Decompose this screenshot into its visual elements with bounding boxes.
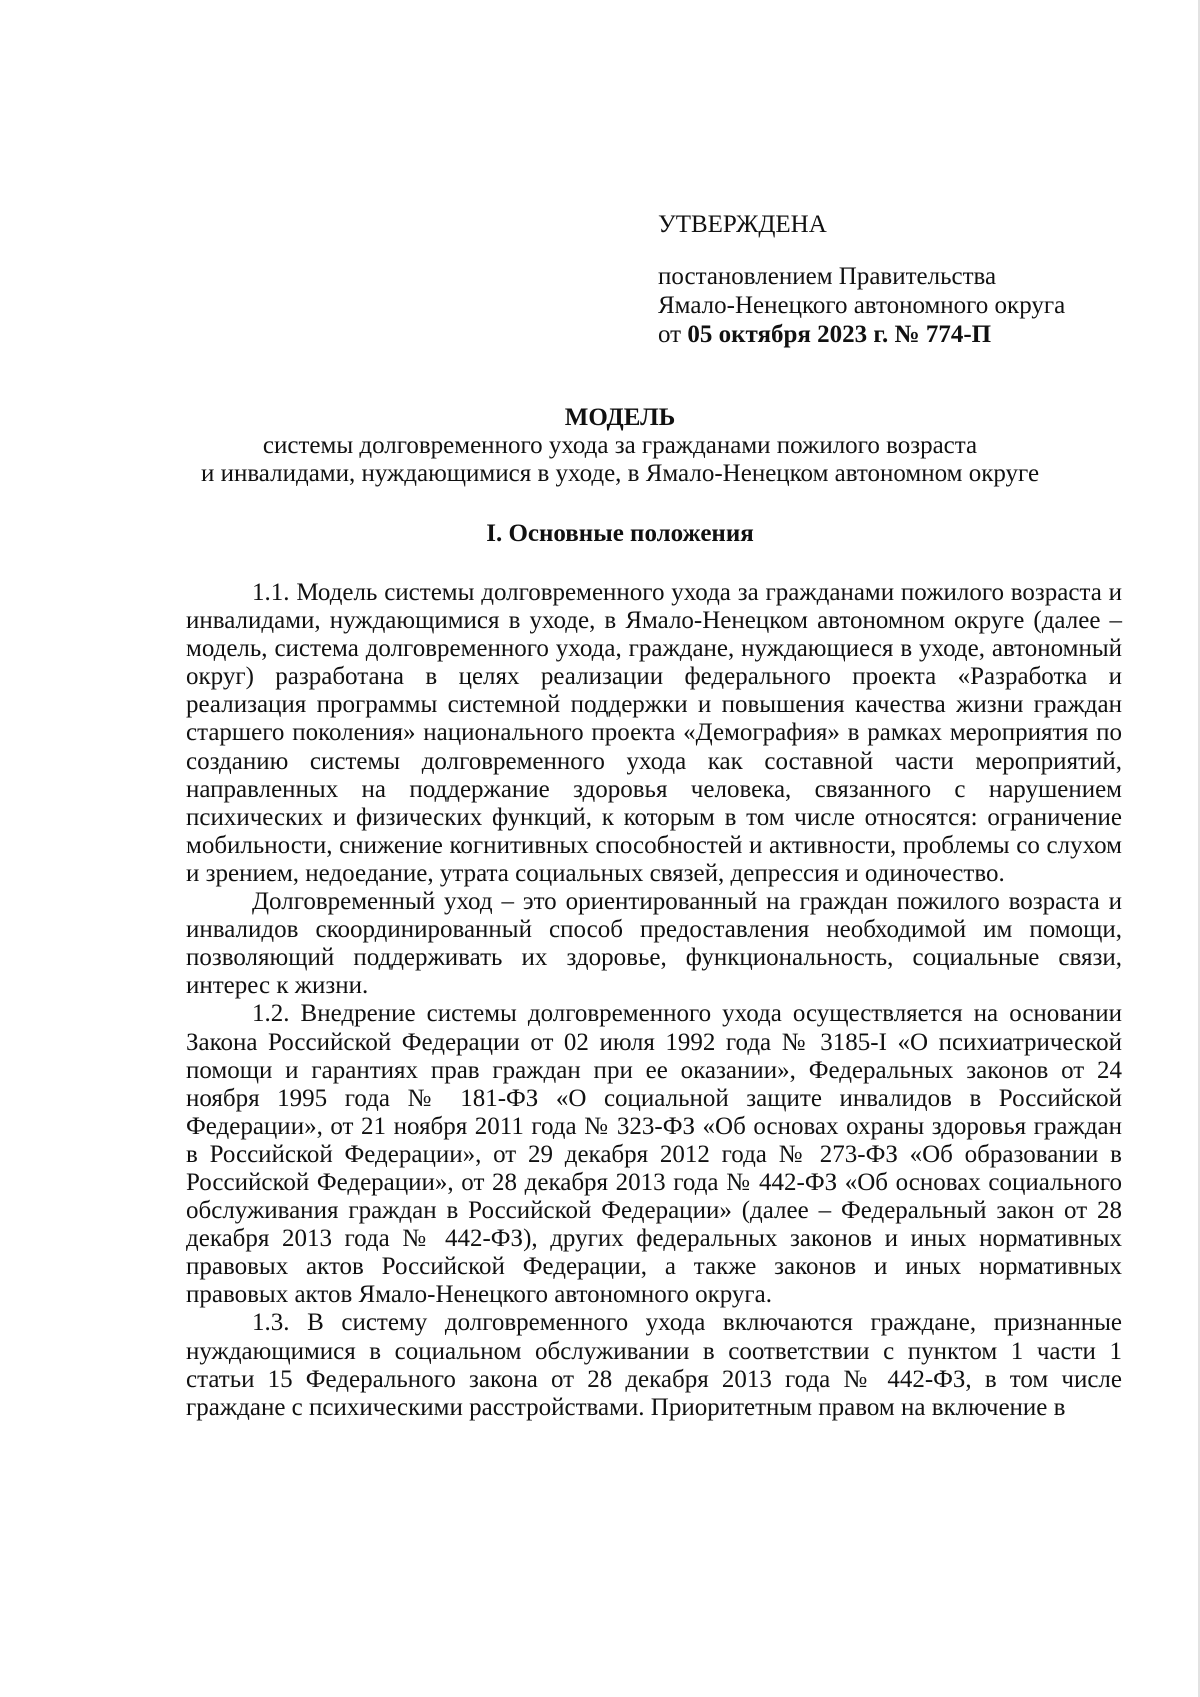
- approval-line-1: постановлением Правительства: [658, 263, 997, 290]
- approval-stamp: УТВЕРЖДЕНА: [658, 211, 827, 238]
- document-subtitle-line-1: системы долговременного ухода за гражданами пожилого возраста: [262, 432, 978, 459]
- paragraph-1-3: 1.3. В систему долговременного ухода включаются граждане, признанные нуждающимися в социальном обслуживании в соответствии с пунктом 1 части 1 статьи 15 Федерального закона от 28 декабря 2013 года № 442-ФЗ, в том числе граждане с психическими расстройствами. Приоритетным правом на включение в: [186, 1309, 1122, 1421]
- paragraph-1-1: 1.1. Модель системы долговременного ухода за гражданами пожилого возраста и инвалидами, нуждающимися в уходе, в Ямало-Ненецком автономном округе (далее – модель, система долговременного ухода, граждане, нуждающиеся в уходе, автономный округ) разработана в целях реализации федерального проекта «Разработка и реализация программы системной поддержки и повышения качества жизни граждан старшего поколения» национального проекта «Демография» в рамках мероприятия по созданию системы долговременного ухода как составной части мероприятий, направленных на поддержание здоровья человека, связанного с нарушением психических и физических функций, к которым в том числе относятся: ограничение мобильности, снижение когнитивных способностей и активности, проблемы со слухом и зрением, недоедание, утрата социальных связей, депрессия и одиночество.: [186, 579, 1122, 887]
- paragraph-definition: Долговременный уход – это ориентированный на граждан пожилого возраста и инвалидов скоординированный способ предоставления необходимой им помощи, позволяющий поддерживать их здоровье, функциональность, социальные связи, интерес к жизни.: [186, 888, 1122, 1000]
- approval-date-line: [658, 320, 1128, 349]
- document-body: [186, 579, 1122, 1422]
- document-subtitle-line-2: и инвалидами, нуждающимися в уходе, в Ямало-Ненецком автономном округе: [200, 460, 1040, 487]
- approval-date: 05 октября 2023 г. № 774-П: [687, 321, 992, 348]
- document-title-block: [140, 404, 1100, 488]
- approval-line-2: Ямало-Ненецкого автономного округа: [658, 292, 1066, 319]
- approval-date-prefix: от: [658, 321, 682, 348]
- document-title: МОДЕЛЬ: [564, 404, 676, 431]
- paragraph-1-2: 1.2. Внедрение системы долговременного ухода осуществляется на основании Закона Российской Федерации от 02 июля 1992 года № 3185-I «О психиатрической помощи и гарантиях прав граждан при ее оказании», Федеральных законов от 24 ноября 1995 года № 181-ФЗ «О социальной защите инвалидов в Российской Федерации», от 21 ноября 2011 года № 323-ФЗ «Об основах охраны здоровья граждан в Российской Федерации», от 29 декабря 2012 года № 273-ФЗ «Об образовании в Российской Федерации», от 28 декабря 2013 года № 442-ФЗ «Об основах социального обслуживания граждан в Российской Федерации» (далее – Федеральный закон от 28 декабря 2013 года № 442-ФЗ), других федеральных законов и иных нормативных правовых актов Российской Федерации, а также законов и иных нормативных правовых актов Ямало-Ненецкого автономного округа.: [186, 1000, 1122, 1309]
- approval-block: [658, 210, 1128, 349]
- section-heading: I. Основные положения: [486, 520, 754, 547]
